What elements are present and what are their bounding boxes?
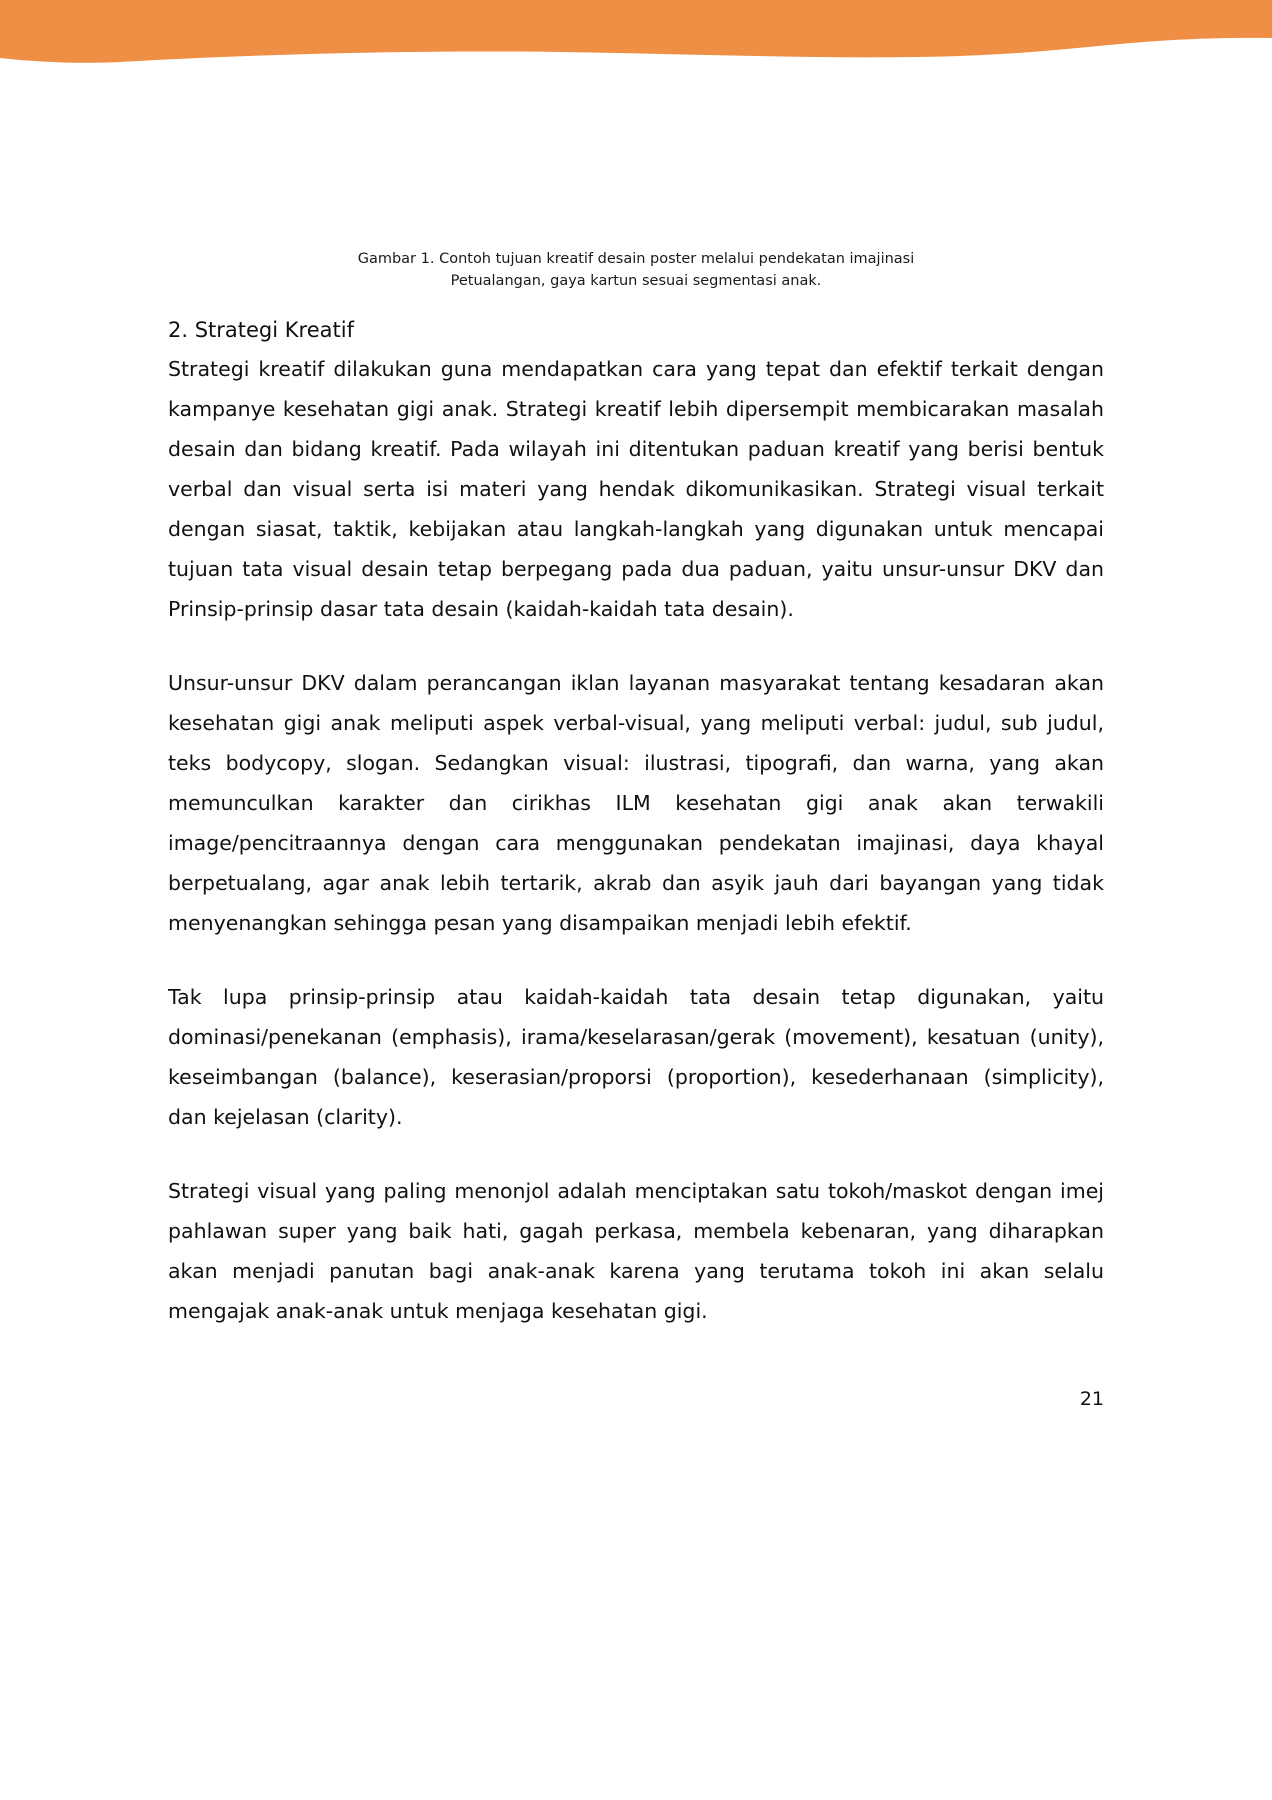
section-heading: 2. Strategi Kreatif [168, 317, 354, 342]
paragraph-strategi-visual: Strategi visual yang paling menonjol adalah menciptakan satu tokoh/maskot dengan imej pahlawan super yang baik hati, gagah perkasa, membela kebenaran, yang diharapkan akan menjadi panutan bagi anak-anak karena yang terutama tokoh ini akan selalu mengajak anak-anak untuk menjaga kesehatan gigi. [168, 1178, 1104, 1323]
paragraph-prinsip-prinsip: Tak lupa prinsip-prinsip atau kaidah-kaidah tata desain tetap digunakan, yaitu dominasi/penekanan (emphasis), irama/keselarasan/gerak (movement), kesatuan (unity), keseimbangan (balance), keserasian/proporsi (proportion), kesederhanaan (simplicity), dan kejelasan (clarity). [168, 985, 1104, 1129]
figure-caption [168, 248, 1104, 293]
figure-caption-line-2: Petualangan, gaya kartun sesuai segmentasi anak. [450, 273, 822, 290]
paragraph-strategi-kreatif: Strategi kreatif dilakukan guna mendapatkan cara yang tepat dan efektif terkait dengan kampanye kesehatan gigi anak. Strategi kreatif lebih dipersempit membicarakan masalah desain dan bidang kreatif. Pada wilayah ini ditentukan paduan kreatif yang berisi bentuk verbal dan visual serta isi materi yang hendak dikomunikasikan. Strategi visual terkait dengan siasat, taktik, kebijakan atau langkah-langkah yang digunakan untuk mencapai tujuan tata visual desain tetap berpegang pada dua paduan, yaitu unsur-unsur DKV dan Prinsip-prinsip dasar tata desain (kaidah-kaidah tata desain). [168, 357, 1104, 622]
paragraph-unsur-unsur-dkv: Unsur-unsur DKV dalam perancangan iklan layanan masyarakat tentang kesadaran akan kesehatan gigi anak meliputi aspek verbal-visual, yang meliputi verbal: judul, sub judul, teks bodycopy, slogan. Sedangkan visual: ilustrasi, tipografi, dan warna, yang akan memunculkan karakter dan cirikhas ILM kesehatan gigi anak akan terwakili image/pencitraannya dengan cara menggunakan pendekatan imajinasi, daya khayal berpetualang, agar anak lebih tertarik, akrab dan asyik jauh dari bayangan yang tidak menyenangkan sehingga pesan yang disampaikan menjadi lebih efektif. [168, 671, 1104, 936]
figure-caption-line-1: Gambar 1. Contoh tujuan kreatif desain poster melalui pendekatan imajinasi [357, 251, 915, 267]
page-number: 21 [1079, 1388, 1104, 1410]
